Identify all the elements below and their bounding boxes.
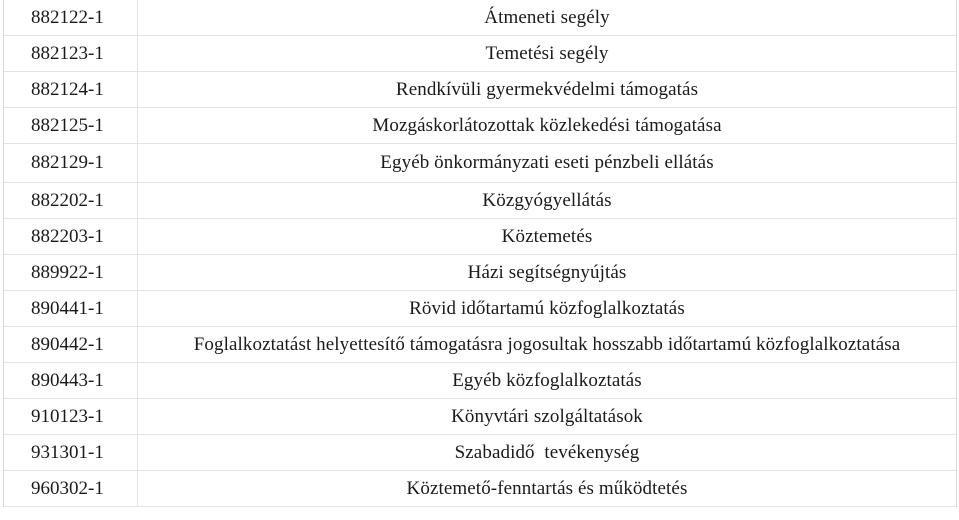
table-row <box>4 219 956 255</box>
table-row <box>4 255 956 291</box>
activity-code: 960302-1 <box>4 471 138 506</box>
activity-code: 931301-1 <box>4 435 138 470</box>
activity-code: 890441-1 <box>4 291 138 326</box>
table-row <box>4 0 956 36</box>
activity-name: Szabadidő tevékenység <box>454 441 640 463</box>
activity-code: 882124-1 <box>4 72 138 107</box>
activity-code: 882203-1 <box>4 219 138 254</box>
activity-code-table <box>3 0 957 507</box>
table-row <box>4 108 956 144</box>
table-row <box>4 36 956 72</box>
table-row <box>4 72 956 108</box>
activity-code: 882129-1 <box>4 144 138 182</box>
activity-code: 882123-1 <box>4 36 138 71</box>
activity-name: Köztemető-fenntartás és működtetés <box>406 477 688 499</box>
table-row <box>4 399 956 435</box>
activity-name: Rövid időtartamú közfoglalkoztatás <box>409 297 685 319</box>
activity-code: 882202-1 <box>4 183 138 218</box>
table-row <box>4 363 956 399</box>
activity-name: Házi segítségnyújtás <box>467 261 627 283</box>
activity-code: 882122-1 <box>4 0 138 35</box>
activity-name: Foglalkoztatást helyettesítő támogatásra jogosultak hosszabb időtartamú közfoglalkoztatása <box>193 333 901 355</box>
activity-name: Köztemetés <box>501 225 593 247</box>
table-row <box>4 291 956 327</box>
activity-name: Rendkívüli gyermekvédelmi támogatás <box>395 78 699 100</box>
activity-name: Közgyógyellátás <box>482 189 612 211</box>
activity-name: Temetési segély <box>485 42 609 64</box>
table-row <box>4 327 956 363</box>
activity-code: 889922-1 <box>4 255 138 290</box>
activity-name: Könyvtári szolgáltatások <box>451 405 643 427</box>
activity-code: 882125-1 <box>4 108 138 143</box>
table-row <box>4 471 956 507</box>
activity-code: 890443-1 <box>4 363 138 398</box>
activity-name: Mozgáskorlátozottak közlekedési támogatása <box>372 114 722 136</box>
activity-name: Egyéb közfoglalkoztatás <box>452 369 642 391</box>
activity-name: Átmeneti segély <box>484 6 610 28</box>
table-row <box>4 183 956 219</box>
activity-code: 890442-1 <box>4 327 138 362</box>
table-row <box>4 144 956 183</box>
activity-code: 910123-1 <box>4 399 138 434</box>
table-row <box>4 435 956 471</box>
activity-name: Egyéb önkormányzati eseti pénzbeli ellátás <box>380 152 714 173</box>
